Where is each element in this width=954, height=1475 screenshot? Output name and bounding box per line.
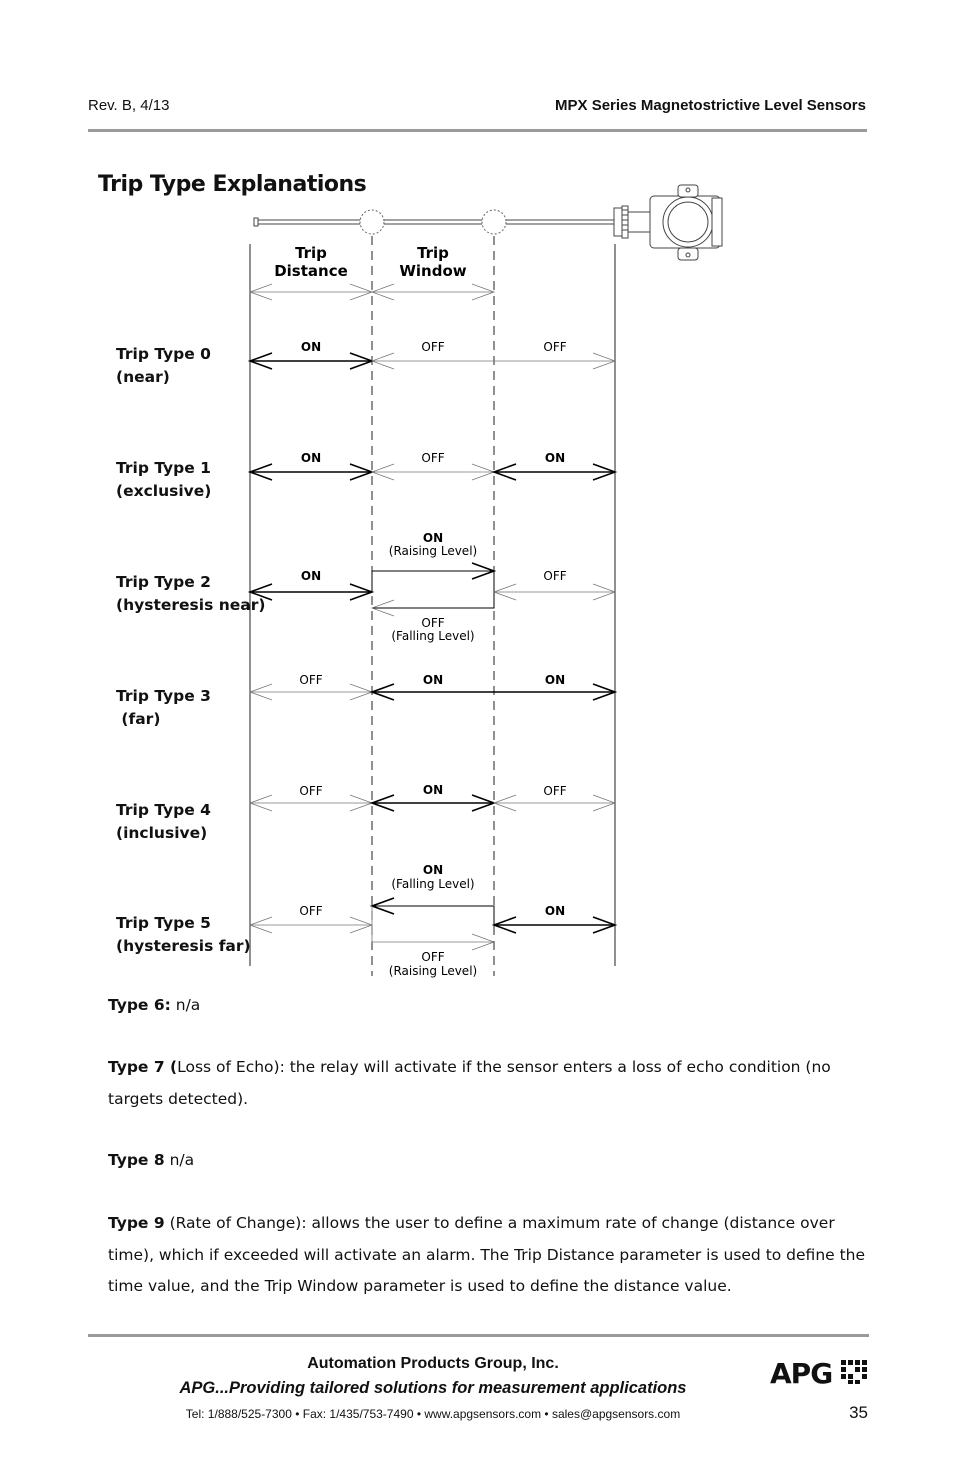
row-label-type0: Trip Type 0 (near) — [116, 345, 211, 386]
row-label-type5: Trip Type 5 (hysteresis far) — [116, 914, 251, 955]
seg-label: OFF — [421, 616, 445, 630]
row-label-type2: Trip Type 2 (hysteresis near) — [116, 573, 266, 614]
row-label-type3: Trip Type 3 (far) — [116, 687, 211, 728]
row-label-type4: Trip Type 4 (inclusive) — [116, 801, 211, 842]
seg-sublabel: (Falling Level) — [391, 629, 475, 643]
seg-label: ON — [544, 451, 566, 465]
seg-label: OFF — [421, 950, 445, 964]
seg-label: OFF — [543, 340, 567, 354]
row-label-type1: Trip Type 1 (exclusive) — [116, 459, 212, 500]
seg-label: ON — [422, 531, 444, 545]
header-title: MPX Series Magnetostrictive Level Sensors — [555, 97, 866, 114]
type6-paragraph: Type 6: n/a — [108, 996, 201, 1014]
seg-label: ON — [300, 569, 322, 583]
row-type2 — [250, 531, 615, 643]
type8-paragraph: Type 8 n/a — [108, 1151, 195, 1169]
footer-contact: Tel: 1/888/525-7300 • Fax: 1/435/753-7490 • www.apgsensors.com • sales@apgsensors.com — [185, 1407, 681, 1421]
type7-paragraph: Type 7 (Loss of Echo): the relay will activate if the sensor enters a loss of echo condition (no targets detected). — [108, 1058, 831, 1108]
seg-sublabel: (Raising Level) — [388, 544, 478, 558]
col-header-trip-distance-1: Trip — [295, 244, 327, 262]
header-revision: Rev. B, 4/13 — [88, 97, 170, 114]
row-type1 — [250, 451, 615, 480]
seg-label: OFF — [421, 451, 445, 465]
footer-rule — [88, 1334, 869, 1337]
type9-paragraph: Type 9 (Rate of Change): allows the user to define a maximum rate of change (distance over time), which if exceeded will activate an alarm. The Trip Distance parameter is used to define the time value, and the Trip Window parameter is used to define the distance value. — [108, 1214, 866, 1295]
col-header-trip-window-1: Trip — [417, 244, 449, 262]
row-type0 — [250, 340, 615, 369]
col-header-trip-window-2: Window — [399, 262, 467, 280]
seg-label: OFF — [543, 784, 567, 798]
footer-company: Automation Products Group, Inc. — [307, 1355, 559, 1372]
seg-label: OFF — [299, 673, 323, 687]
seg-label: ON — [300, 451, 322, 465]
seg-label: ON — [544, 673, 566, 687]
seg-sublabel: (Raising Level) — [388, 964, 478, 978]
seg-label: OFF — [543, 569, 567, 583]
seg-label: ON — [422, 673, 444, 687]
seg-label: ON — [422, 783, 444, 797]
section-title: Trip Type Explanations — [98, 172, 367, 197]
page-number: 35 — [849, 1403, 868, 1422]
seg-label: ON — [300, 340, 322, 354]
col-header-trip-distance-2: Distance — [274, 262, 348, 280]
seg-sublabel: (Falling Level) — [391, 877, 475, 891]
apg-logo: APG — [770, 1357, 867, 1390]
row-type4 — [250, 783, 615, 811]
apg-logo-grid-icon — [841, 1359, 867, 1385]
seg-label: ON — [422, 863, 444, 877]
seg-label: OFF — [421, 340, 445, 354]
row-type3 — [250, 673, 615, 700]
seg-label: ON — [544, 904, 566, 918]
seg-label: OFF — [299, 784, 323, 798]
row-type5 — [250, 863, 615, 978]
footer-tagline: APG...Providing tailored solutions for measurement applications — [179, 1379, 687, 1397]
seg-label: OFF — [299, 904, 323, 918]
